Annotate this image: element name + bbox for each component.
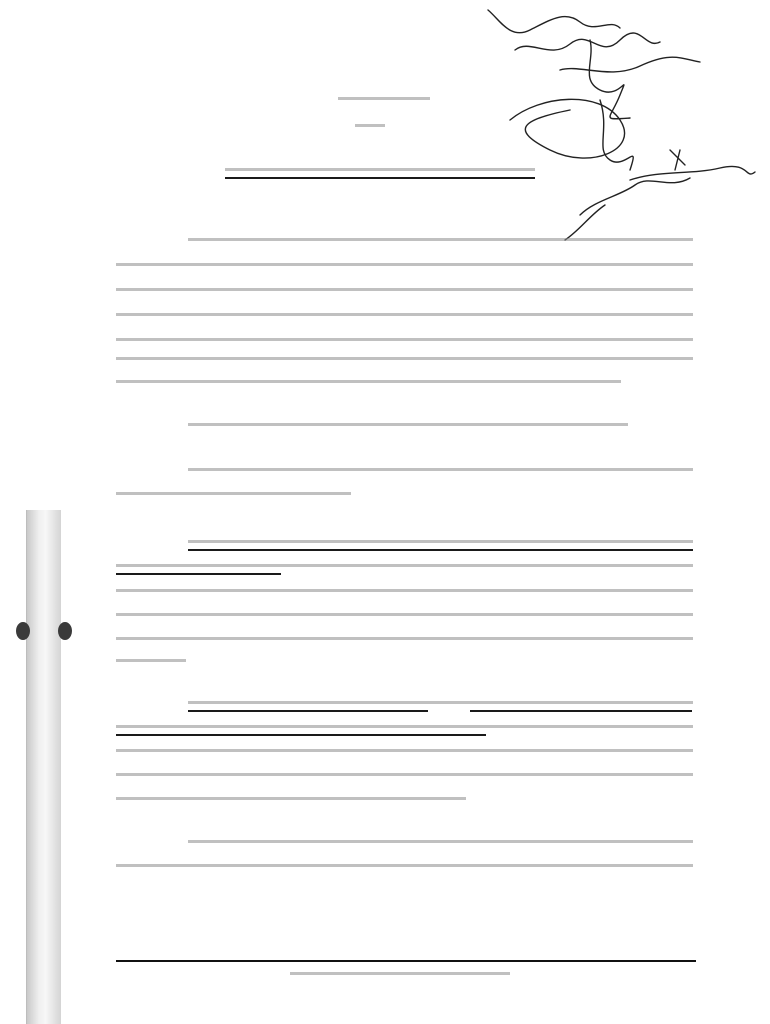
minute-number-placeholder xyxy=(338,97,430,100)
text-line xyxy=(116,288,693,291)
text-line xyxy=(116,749,693,752)
text-line xyxy=(116,589,693,592)
heading-underline xyxy=(188,710,428,712)
heading-underline xyxy=(470,710,692,712)
footer-rule xyxy=(116,960,696,962)
binder-hole-right xyxy=(58,622,72,640)
text-line xyxy=(116,659,186,662)
text-line xyxy=(116,797,466,800)
footer-text-placeholder xyxy=(290,972,510,975)
binder-hole-left xyxy=(16,622,30,640)
minute-subnumber-placeholder xyxy=(355,124,385,127)
text-line xyxy=(188,540,693,543)
text-line xyxy=(116,725,693,728)
text-line xyxy=(116,357,693,360)
text-line xyxy=(116,864,693,867)
text-line xyxy=(188,468,693,471)
meeting-title-placeholder xyxy=(225,168,535,171)
text-line xyxy=(116,613,693,616)
text-line xyxy=(116,773,693,776)
text-line xyxy=(116,338,693,341)
text-line xyxy=(116,564,693,567)
text-line xyxy=(116,263,693,266)
text-line xyxy=(188,701,693,704)
handwritten-signatures-icon xyxy=(470,0,770,300)
heading-underline xyxy=(188,549,693,551)
text-line xyxy=(116,637,693,640)
scanner-bar-artifact xyxy=(26,510,61,1024)
text-line xyxy=(188,840,693,843)
text-line xyxy=(116,380,621,383)
meeting-title-underline xyxy=(225,177,535,179)
text-line xyxy=(188,423,628,426)
text-line xyxy=(116,313,693,316)
text-line xyxy=(188,238,693,241)
text-line xyxy=(116,492,351,495)
heading-underline xyxy=(116,734,486,736)
heading-underline xyxy=(116,573,281,575)
